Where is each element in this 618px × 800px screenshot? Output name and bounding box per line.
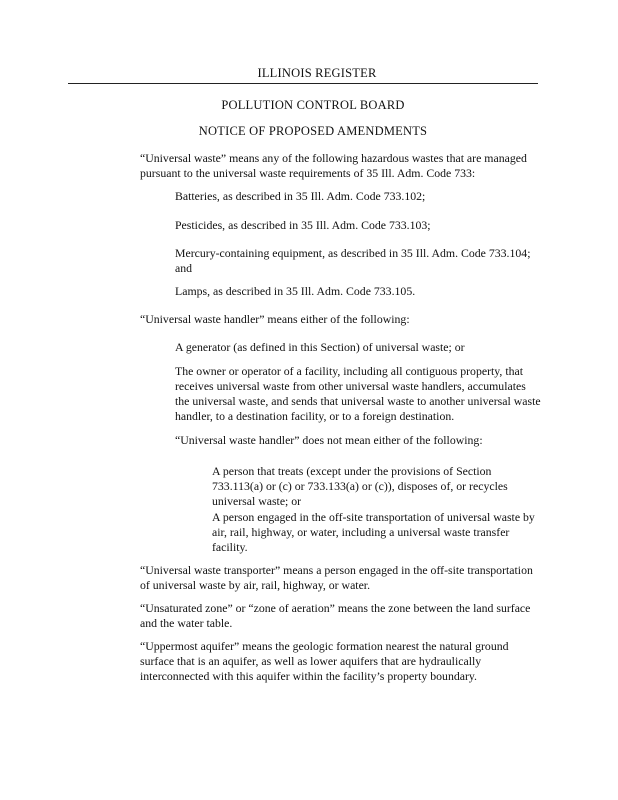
handler-item-generator: A generator (as defined in this Section) of universal waste; or xyxy=(175,340,465,354)
notice-title: NOTICE OF PROPOSED AMENDMENTS xyxy=(198,124,428,138)
list-item-batteries: Batteries, as described in 35 Ill. Adm. Code 733.102; xyxy=(175,189,426,203)
exclusion-item-transport: A person engaged in the off-site transportation of universal waste by air, rail, highway, or water, including a universal waste transfer facility. xyxy=(212,510,535,554)
unsaturated-zone-definition: “Unsaturated zone” or “zone of aeration” means the zone between the land surface and the water table. xyxy=(140,601,531,630)
handler-exclusion-intro: “Universal waste handler” does not mean either of the following: xyxy=(175,433,483,447)
list-item-lamps: Lamps, as described in 35 Ill. Adm. Code 733.105. xyxy=(175,284,416,298)
transporter-definition: “Universal waste transporter” means a person engaged in the off-site transportation of universal waste by air, rail, highway, or water. xyxy=(140,563,533,592)
uppermost-aquifer-definition: “Uppermost aquifer” means the geologic formation nearest the natural ground surface that is an aquifer, as well as lower aquifers that are hydraulically interconnected with this aquifer within the facility’s property boundary. xyxy=(140,639,509,683)
list-item-pesticides: Pesticides, as described in 35 Ill. Adm. Code 733.103; xyxy=(175,218,431,232)
list-item-mercury: Mercury-containing equipment, as described in 35 Ill. Adm. Code 733.104; and xyxy=(175,246,531,275)
register-title: ILLINOIS REGISTER xyxy=(8,66,618,81)
universal-waste-definition: “Universal waste” means any of the following hazardous wastes that are managed pursuant to the universal waste requirements of 35 Ill. Adm. Code 733: xyxy=(140,151,527,180)
exclusion-item-treats: A person that treats (except under the provisions of Section 733.113(a) or (c) or 733.133(a) or (c)), disposes of, or recycles universal waste; or xyxy=(212,464,508,508)
handler-item-facility: The owner or operator of a facility, including all contiguous property, that receives universal waste from other universal waste handlers, accumulates the universal waste, and sends that universal waste to another universal waste handler, to a destination facility, or to a foreign destination. xyxy=(175,364,541,423)
board-title: POLLUTION CONTROL BOARD xyxy=(221,98,405,112)
header-rule xyxy=(68,83,538,84)
handler-definition: “Universal waste handler” means either of the following: xyxy=(140,312,410,326)
